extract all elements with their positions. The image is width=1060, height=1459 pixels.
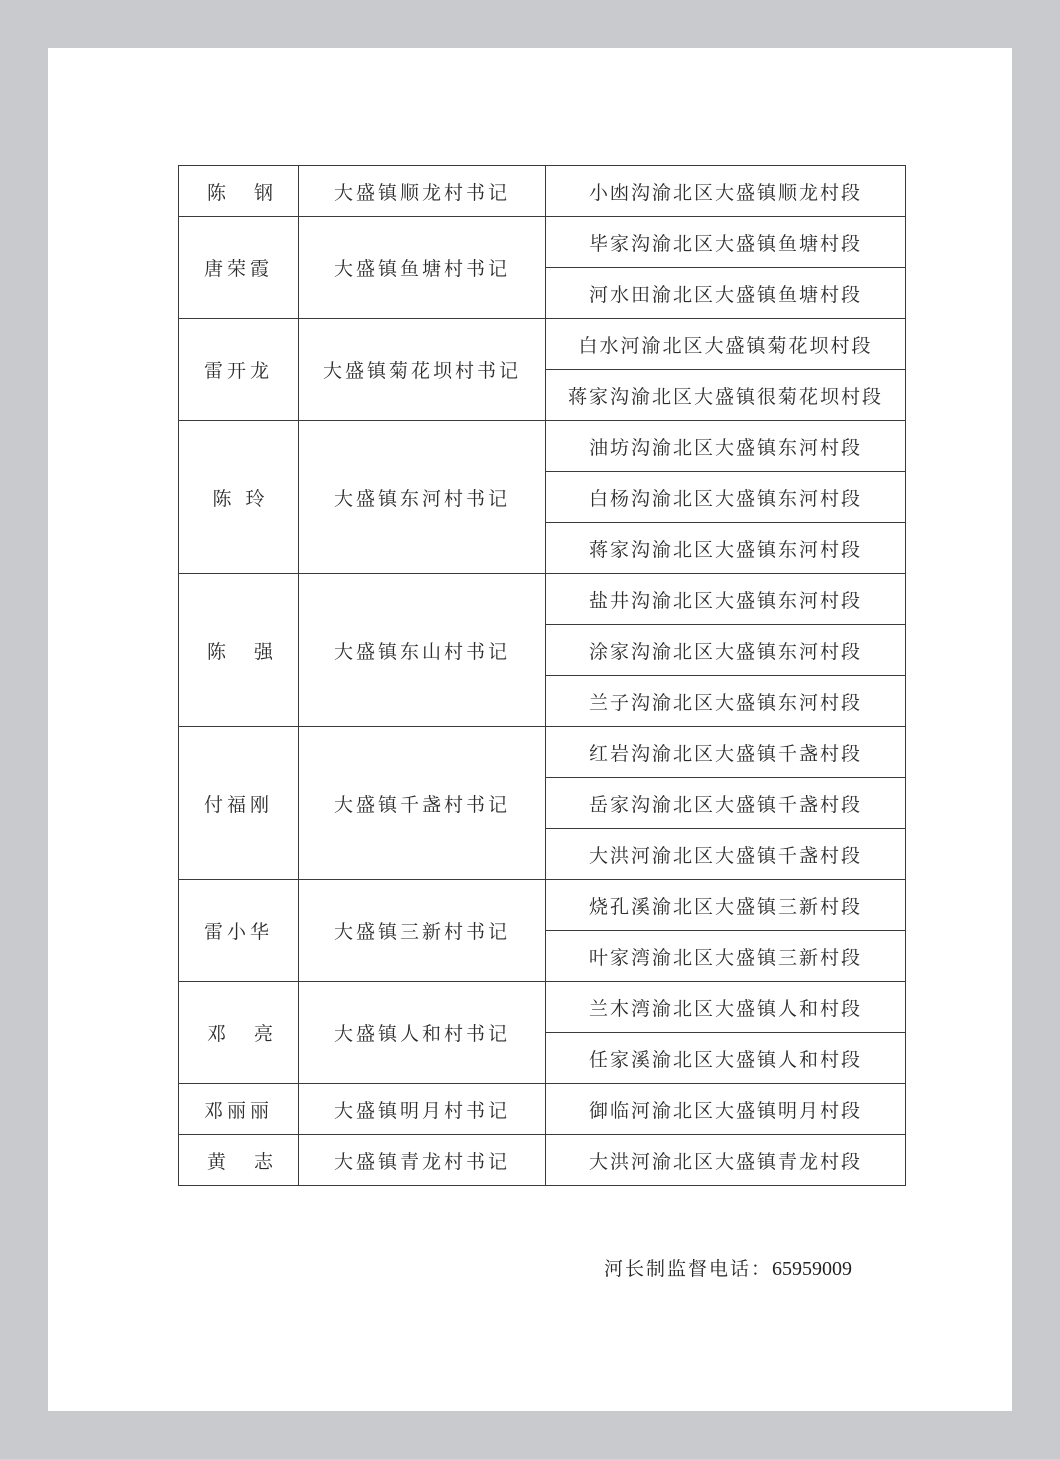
cell-name: 雷开龙 [179, 319, 299, 421]
table-row [179, 574, 906, 625]
cell-river-segment: 涂家沟渝北区大盛镇东河村段 [546, 625, 906, 676]
table-row [179, 1135, 906, 1186]
cell-title: 大盛镇东河村书记 [299, 421, 546, 574]
document-page [48, 48, 1012, 1411]
cell-river-segment: 小凼沟渝北区大盛镇顺龙村段 [546, 166, 906, 217]
table-row [179, 217, 906, 268]
cell-river-segment: 红岩沟渝北区大盛镇千盏村段 [546, 727, 906, 778]
cell-river-segment: 岳家沟渝北区大盛镇千盏村段 [546, 778, 906, 829]
cell-name: 唐荣霞 [179, 217, 299, 319]
cell-river-segment: 大洪河渝北区大盛镇青龙村段 [546, 1135, 906, 1186]
cell-title: 大盛镇明月村书记 [299, 1084, 546, 1135]
cell-name: 黄志 [179, 1135, 299, 1186]
cell-name: 陈钢 [179, 166, 299, 217]
table-body [179, 166, 906, 1186]
cell-river-segment: 蒋家沟渝北区大盛镇很菊花坝村段 [546, 370, 906, 421]
cell-river-segment: 任家溪渝北区大盛镇人和村段 [546, 1033, 906, 1084]
cell-title: 大盛镇菊花坝村书记 [299, 319, 546, 421]
cell-name: 邓亮 [179, 982, 299, 1084]
cell-river-segment: 毕家沟渝北区大盛镇鱼塘村段 [546, 217, 906, 268]
cell-name: 雷小华 [179, 880, 299, 982]
cell-title: 大盛镇千盏村书记 [299, 727, 546, 880]
cell-name: 邓丽丽 [179, 1084, 299, 1135]
cell-river-segment: 白杨沟渝北区大盛镇东河村段 [546, 472, 906, 523]
cell-river-segment: 蒋家沟渝北区大盛镇东河村段 [546, 523, 906, 574]
river-chief-table [178, 165, 906, 1186]
cell-river-segment: 兰子沟渝北区大盛镇东河村段 [546, 676, 906, 727]
cell-river-segment: 油坊沟渝北区大盛镇东河村段 [546, 421, 906, 472]
table-row [179, 982, 906, 1033]
table-row [179, 166, 906, 217]
cell-title: 大盛镇青龙村书记 [299, 1135, 546, 1186]
table-row [179, 319, 906, 370]
cell-title: 大盛镇鱼塘村书记 [299, 217, 546, 319]
cell-river-segment: 叶家湾渝北区大盛镇三新村段 [546, 931, 906, 982]
cell-title: 大盛镇人和村书记 [299, 982, 546, 1084]
cell-river-segment: 御临河渝北区大盛镇明月村段 [546, 1084, 906, 1135]
cell-river-segment: 兰木湾渝北区大盛镇人和村段 [546, 982, 906, 1033]
table-row [179, 880, 906, 931]
cell-name: 付福刚 [179, 727, 299, 880]
table-row [179, 727, 906, 778]
cell-river-segment: 大洪河渝北区大盛镇千盏村段 [546, 829, 906, 880]
table-row [179, 421, 906, 472]
phone-label: 河长制监督电话： [604, 1258, 773, 1280]
supervision-phone [604, 1254, 852, 1281]
cell-title: 大盛镇三新村书记 [299, 880, 546, 982]
cell-title: 大盛镇东山村书记 [299, 574, 546, 727]
cell-name: 陈强 [179, 574, 299, 727]
cell-title: 大盛镇顺龙村书记 [299, 166, 546, 217]
cell-river-segment: 河水田渝北区大盛镇鱼塘村段 [546, 268, 906, 319]
cell-name: 陈玲 [179, 421, 299, 574]
cell-river-segment: 白水河渝北区大盛镇菊花坝村段 [546, 319, 906, 370]
cell-river-segment: 盐井沟渝北区大盛镇东河村段 [546, 574, 906, 625]
table-row [179, 1084, 906, 1135]
cell-river-segment: 烧孔溪渝北区大盛镇三新村段 [546, 880, 906, 931]
phone-number: 65959009 [772, 1258, 853, 1280]
